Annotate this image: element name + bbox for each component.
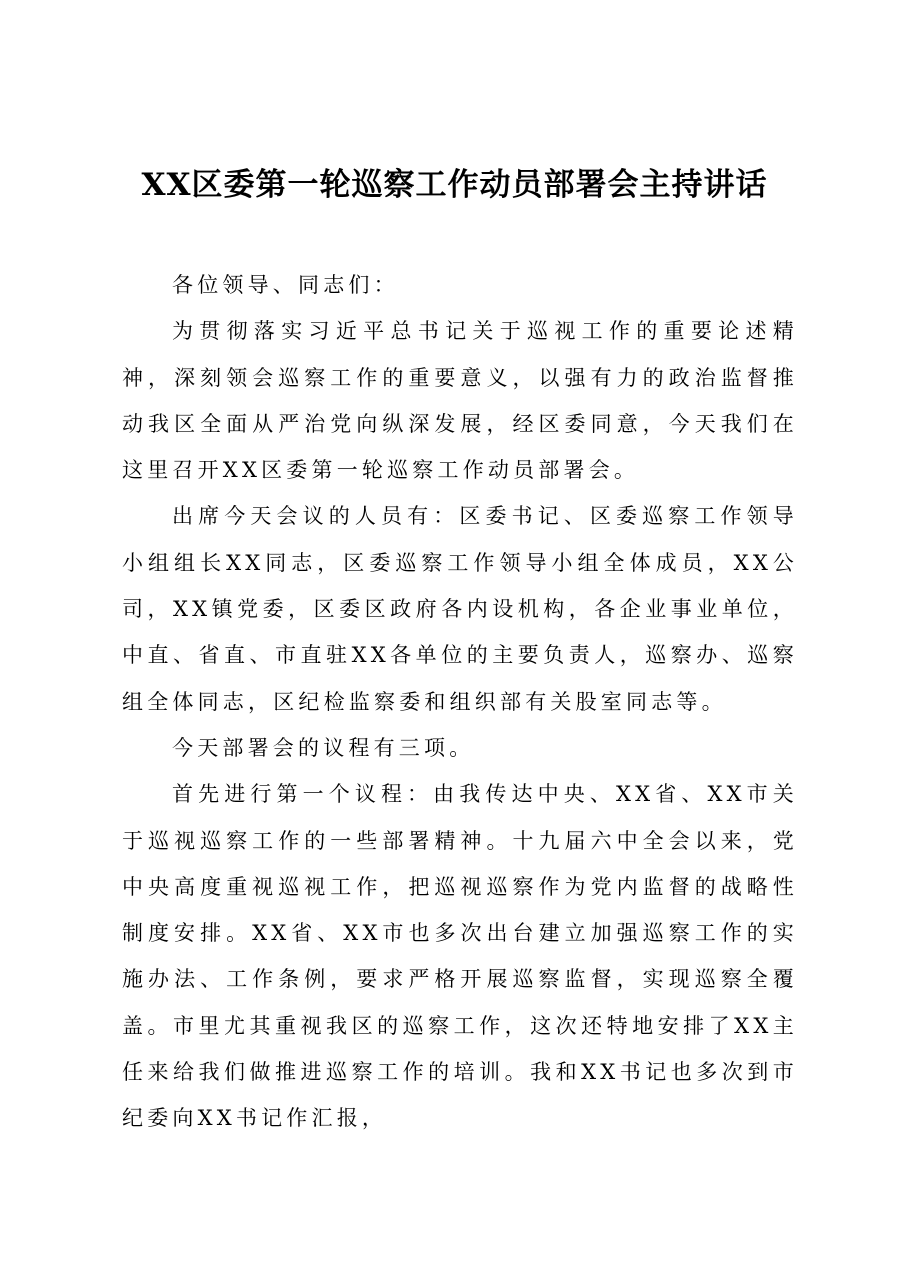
agenda-paragraph: 今天部署会的议程有三项。 [172, 735, 475, 760]
attendees-paragraph: 出席今天会议的人员有：区委书记、区委巡察工作领导小组组长XX同志，区委巡察工作领导小组全体成员，XX公司，XX镇党委，区委区政府各内设机构，各企业事业单位，中直、省直、市直驻XX各单位的主要负责人，巡察办、巡察组全体同志，区纪检监察委和组织部有关股室同志等。 [122, 504, 798, 714]
document-title: XX区委第一轮巡察工作动员部署会主持讲话 [141, 167, 768, 203]
first-agenda-paragraph: 首先进行第一个议程：由我传达中央、XX省、XX市关于巡视巡察工作的一些部署精神。十九届六中全会以来，党中央高度重视巡视工作，把巡视巡察作为党内监督的战略性制度安排。XX省、XX市也多次出台建立加强巡察工作的实施办法、工作条例，要求严格开展巡察监督，实现巡察全覆盖。市里尤其重视我区的巡察工作，这次还特地安排了XX主任来给我们做推进巡察工作的培训。我和XX书记也多次到市纪委向XX书记作汇报， [122, 782, 798, 1131]
salutation-paragraph: 各位领导、同志们： [172, 273, 399, 297]
document-body [122, 262, 798, 1142]
opening-paragraph: 为贯彻落实习近平总书记关于巡视工作的重要论述精神，深刻领会巡察工作的重要意义，以强有力的政治监督推动我区全面从严治党向纵深发展，经区委同意，今天我们在这里召开XX区委第一轮巡察工作动员部署会。 [122, 319, 798, 483]
